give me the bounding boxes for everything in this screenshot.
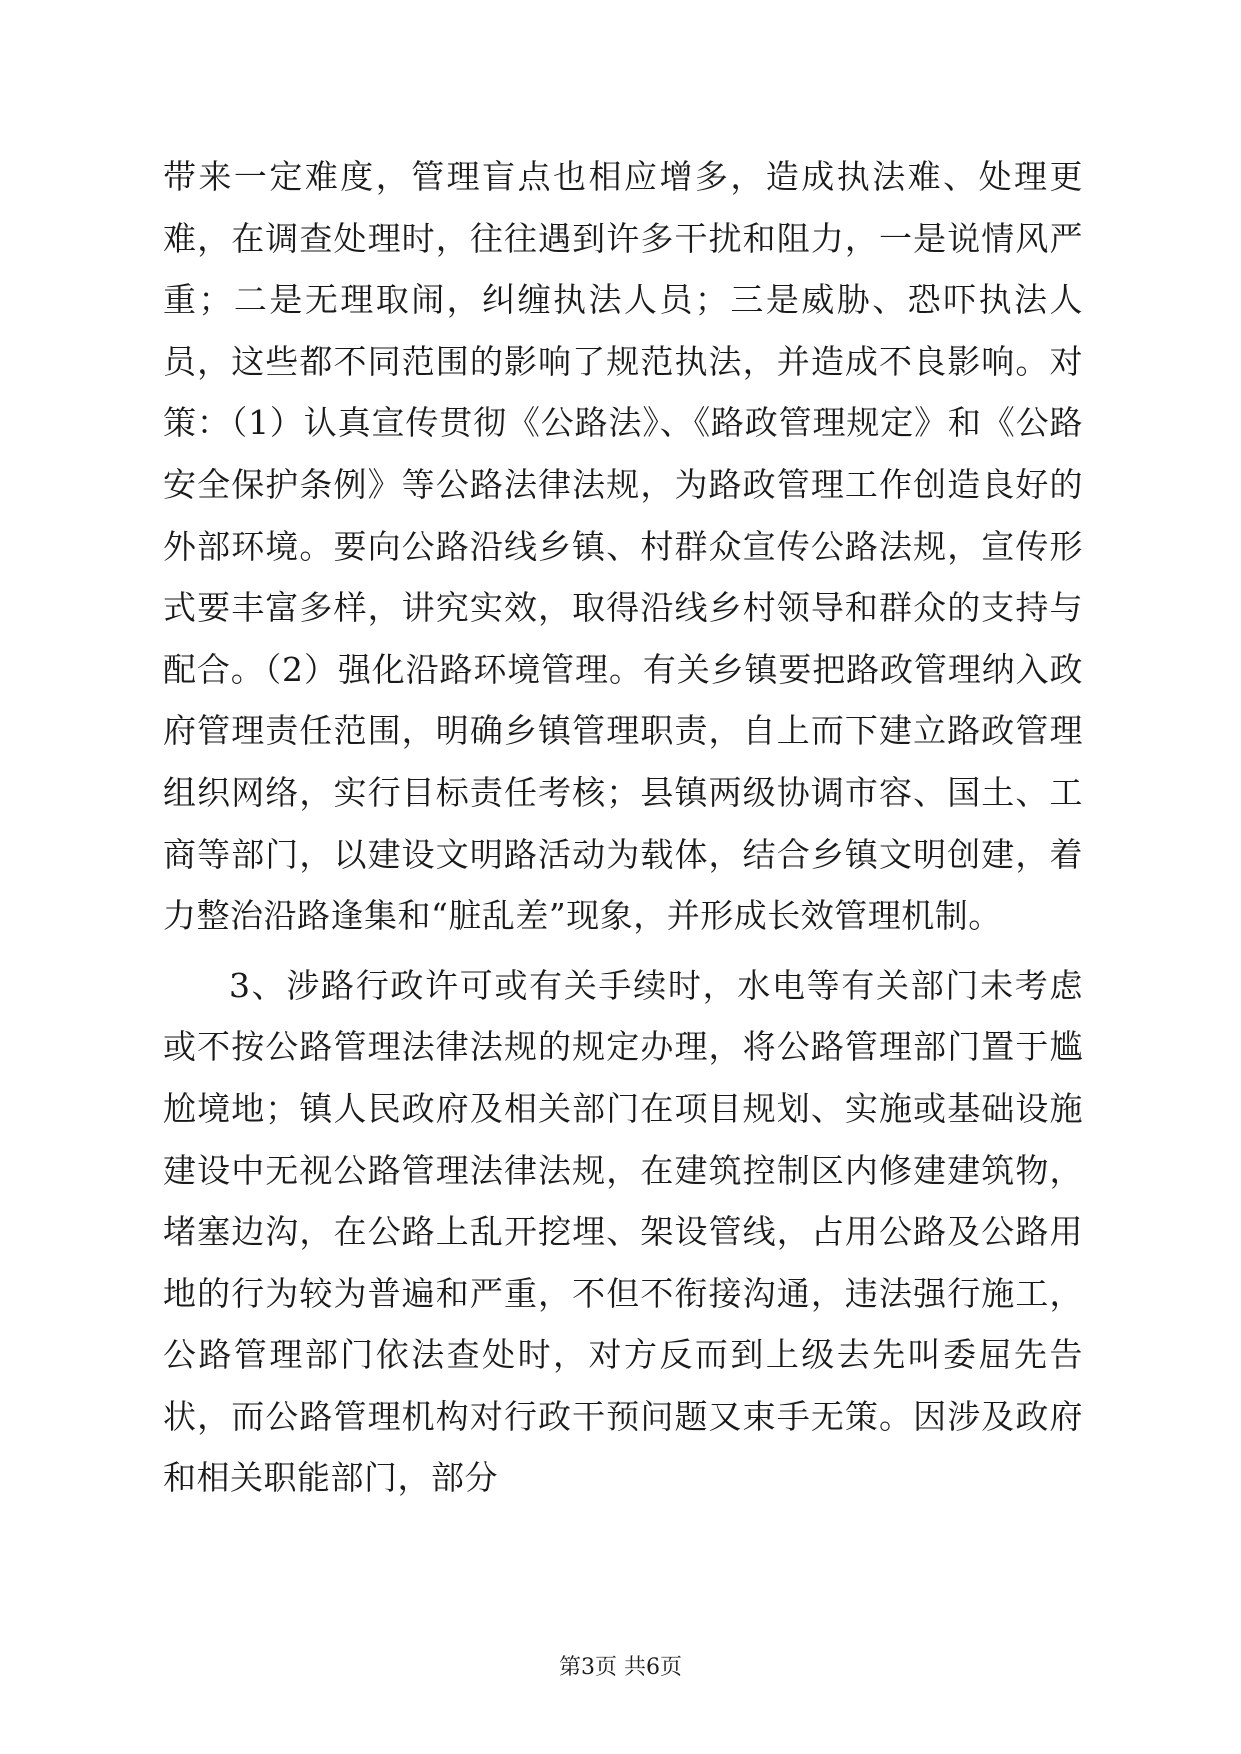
document-body [163,146,1083,1509]
page-footer [0,1650,1241,1681]
page-number-label: 第3页 共6页 [559,1655,682,1680]
paragraph-2: 3、涉路行政许可或有关手续时，水电等有关部门未考虑或不按公路管理法律法规的规定办理，将公路管理部门置于尴尬境地；镇人民政府及相关部门在项目规划、实施或基础设施建设中无视公路管理法律法规，在建筑控制区内修建建筑物，堵塞边沟，在公路上乱开挖埋、架设管线，占用公路及公路用地的行为较为普遍和严重，不但不衔接沟通，违法强行施工，公路管理部门依法查处时，对方反而到上级去先叫委屈先告状，而公路管理机构对行政干预问题又束手无策。因涉及政府和相关职能部门，部分 [163,965,1083,1498]
paragraph-1: 带来一定难度，管理盲点也相应增多，造成执法难、处理更难，在调查处理时，往往遇到许多干扰和阻力，一是说情风严重；二是无理取闹，纠缠执法人员；三是威胁、恐吓执法人员，这些都不同范围的影响了规范执法，并造成不良影响。对策：（1）认真宣传贯彻《公路法》、《路政管理规定》和《公路安全保护条例》等公路法律法规，为路政管理工作创造良好的外部环境。要向公路沿线乡镇、村群众宣传公路法规，宣传形式要丰富多样，讲究实效，取得沿线乡村领导和群众的支持与配合。（2）强化沿路环境管理。有关乡镇要把路政管理纳入政府管理责任范围，明确乡镇管理职责，自上而下建立路政管理组织网络，实行目标责任考核；县镇两级协调市容、国土、工商等部门，以建设文明路活动为载体，结合乡镇文明创建，着力整治沿路逢集和“脏乱差”现象，并形成长效管理机制。 [163,157,1083,936]
